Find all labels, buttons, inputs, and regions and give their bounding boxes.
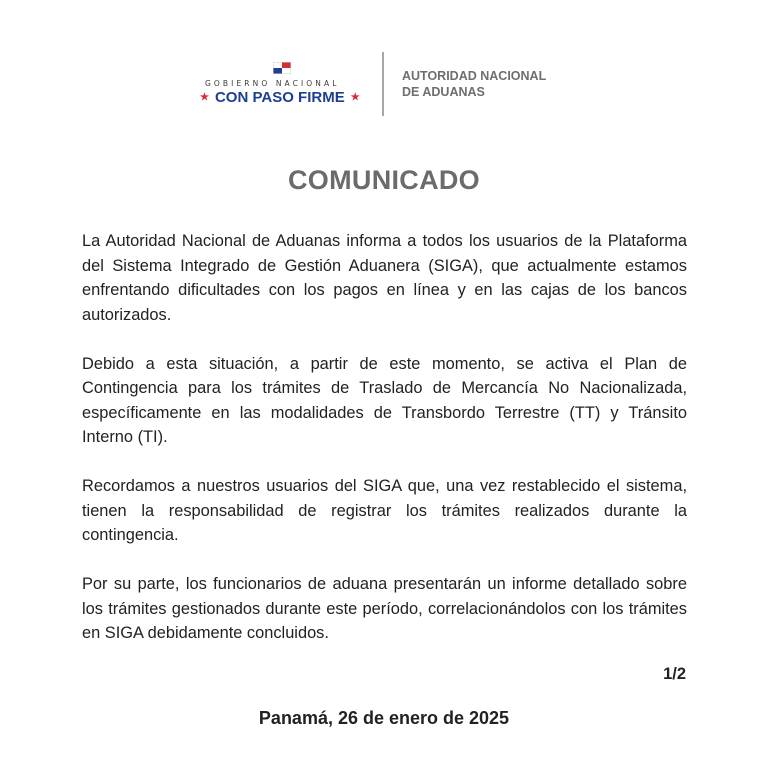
autoridad-nacional-de-aduanas-logo <box>402 68 546 100</box>
footer-date: Panamá, 26 de enero de 2025 <box>258 708 510 728</box>
paragraph-4: Por su parte, los funcionarios de aduana presentarán un informe detallado sobre los trámites gestionados durante este período, correlacionándolos con los trámites en SIGA debidamente concluidos. <box>82 575 687 642</box>
paragraph-1: La Autoridad Nacional de Aduanas informa a todos los usuarios de la Plataforma del Sistema Integrado de Gestión Aduanera (SIGA), que actualmente estamos enfrentando dificultades con los pagos en línea y en las cajas de los bancos autorizados. <box>82 232 687 324</box>
communique-body <box>82 229 687 670</box>
agency-name-line-2: DE ADUANAS <box>402 85 485 99</box>
logo-divider <box>382 52 384 116</box>
paragraph-3: Recordamos a nuestros usuarios del SIGA que, una vez restablecido el sistema, tienen la responsabilidad de registrar los trámites realizados durante la contingencia. <box>82 477 687 544</box>
agency-name-line-1: AUTORIDAD NACIONAL <box>402 69 547 83</box>
slogan-text: CON PASO FIRME <box>214 89 345 106</box>
paragraph-2: Debido a esta situación, a partir de este momento, se activa el Plan de Contingencia para los trámites de Traslado de Mercancía No Nacionalizada, específicamente en las modalidades de Transbordo Terrestre (TT) y Tránsito Interno (TI). <box>82 354 687 446</box>
page-number: 1/2 <box>663 665 686 683</box>
con-paso-firme-slogan <box>200 89 368 106</box>
panama-flag-icon <box>273 62 291 74</box>
gobierno-nacional-text: GOBIERNO NACIONAL <box>205 79 340 88</box>
star-icon: ★ <box>200 92 209 103</box>
star-icon: ★ <box>350 92 360 103</box>
document-title: COMUNICADO <box>288 165 480 195</box>
header <box>0 52 768 118</box>
gobierno-nacional-logo <box>200 62 368 110</box>
